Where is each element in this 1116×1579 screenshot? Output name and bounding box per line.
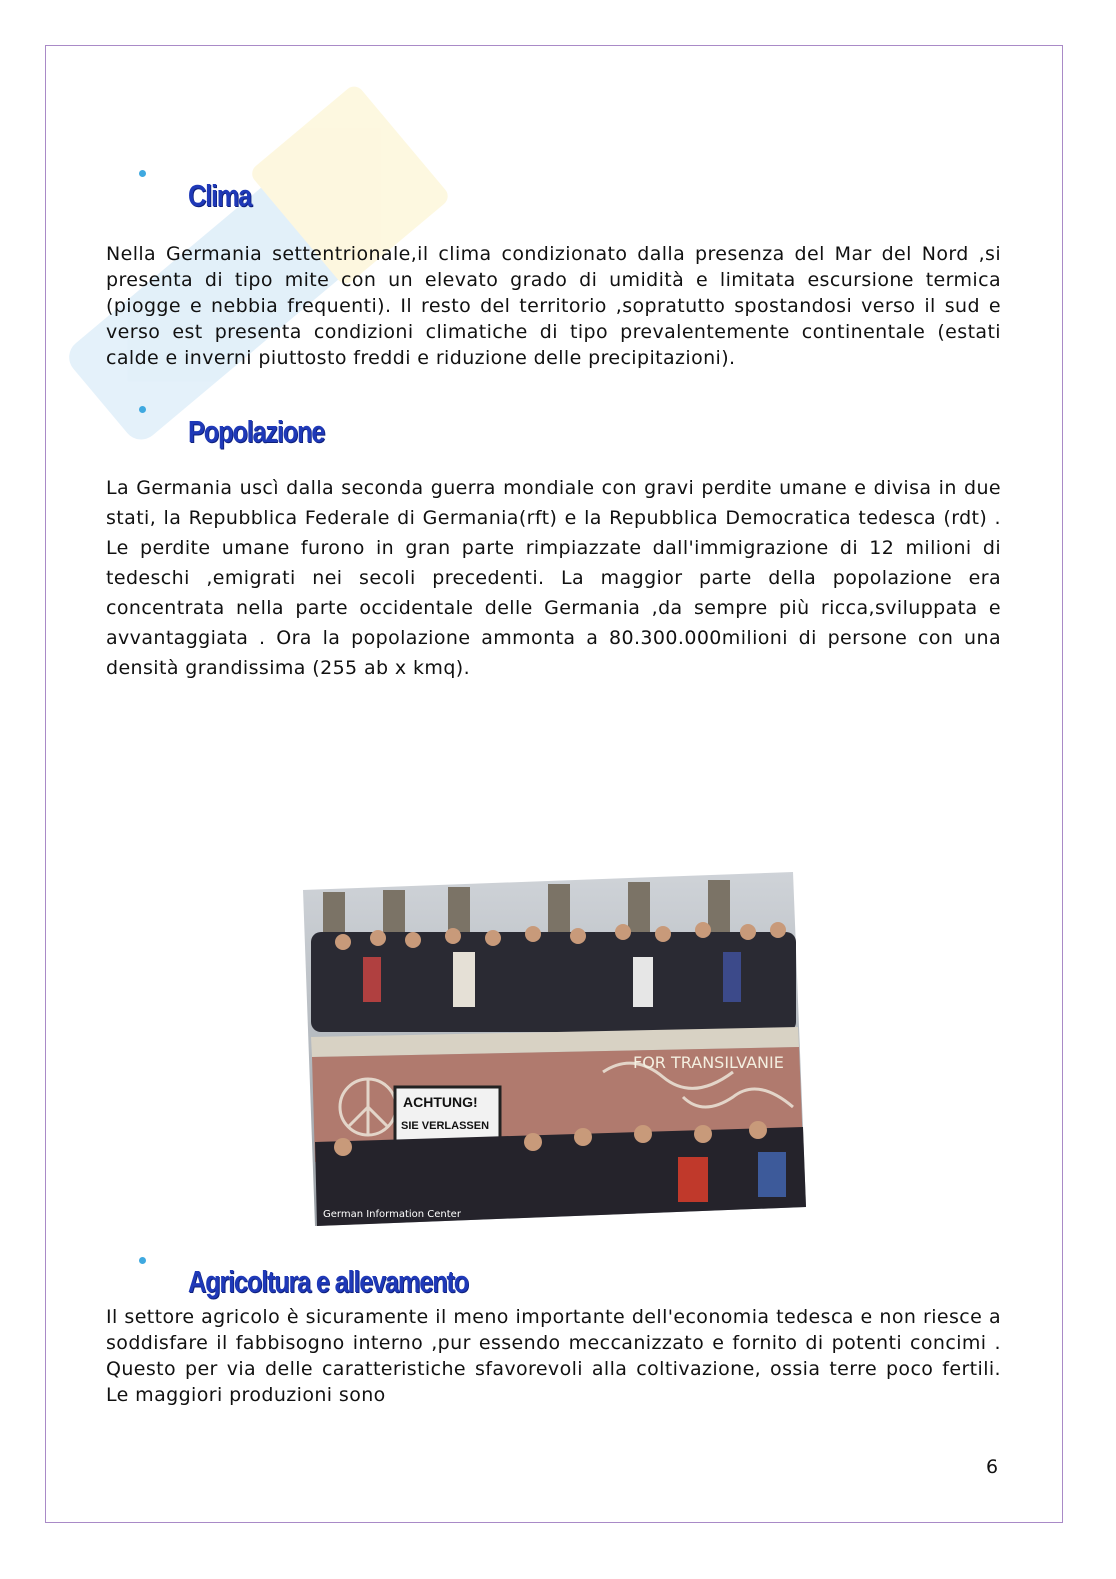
- paragraph-popolazione: La Germania uscì dalla seconda guerra mondiale con gravi perdite umane e divisa in due stati, la Repubblica Federale di Germania(rft) e la Repubblica Democratica tedesca (rdt) . Le perdite umane furono in gran parte rimpiazzate dall'immigrazione di 12 milioni di tedeschi ,emigrati nei secoli precedenti. La maggior parte della popolazione era concentrata nella parte occidentale delle Germania ,da sempre più ricca,sviluppata e avvantaggiata . Ora la popolazione ammonta a 80.300.000milioni di persone con una densità grandissima (255 ab x kmq).: [106, 477, 1001, 679]
- sign-line-1: ACHTUNG!: [403, 1094, 478, 1110]
- page-number: 6: [986, 1456, 999, 1478]
- heading-clima: Clima: [188, 178, 252, 213]
- bullet-icon: [139, 1257, 146, 1264]
- wall-graffiti-text: FOR TRANSILVANIE: [633, 1053, 784, 1072]
- paragraph-agricoltura: Il settore agricolo è sicuramente il meno importante dell'economia tedesca e non riesce a soddisfare il fabbisogno interno ,pur essendo meccanizzato e fornito di potenti concimi . Questo per via delle caratteristiche sfavorevoli alla coltivazione, ossia terre poco fertili. Le maggiori produzioni sono: [106, 1306, 1001, 1406]
- bullet-icon: [139, 170, 146, 177]
- berlin-wall-photo: [303, 872, 806, 1226]
- sign-line-2: SIE VERLASSEN: [401, 1120, 490, 1132]
- heading-popolazione: Popolazione: [188, 414, 325, 449]
- photo-caption: German Information Center: [323, 1209, 461, 1220]
- heading-agricoltura: Agricoltura e allevamento: [188, 1264, 469, 1299]
- paragraph-clima: Nella Germania settentrionale,il clima condizionato dalla presenza del Mar del Nord ,si presenta di tipo mite con un elevato grado di umidità e limitata escursione termica (piogge e nebbia frequenti). Il resto del territorio ,sopratutto spostandosi verso il sud e verso est presenta condizioni climatiche di tipo prevalentemente continentale (estati calde e inverni piuttosto freddi e riduzione delle precipitazioni).: [106, 243, 1001, 369]
- bullet-icon: [139, 406, 146, 413]
